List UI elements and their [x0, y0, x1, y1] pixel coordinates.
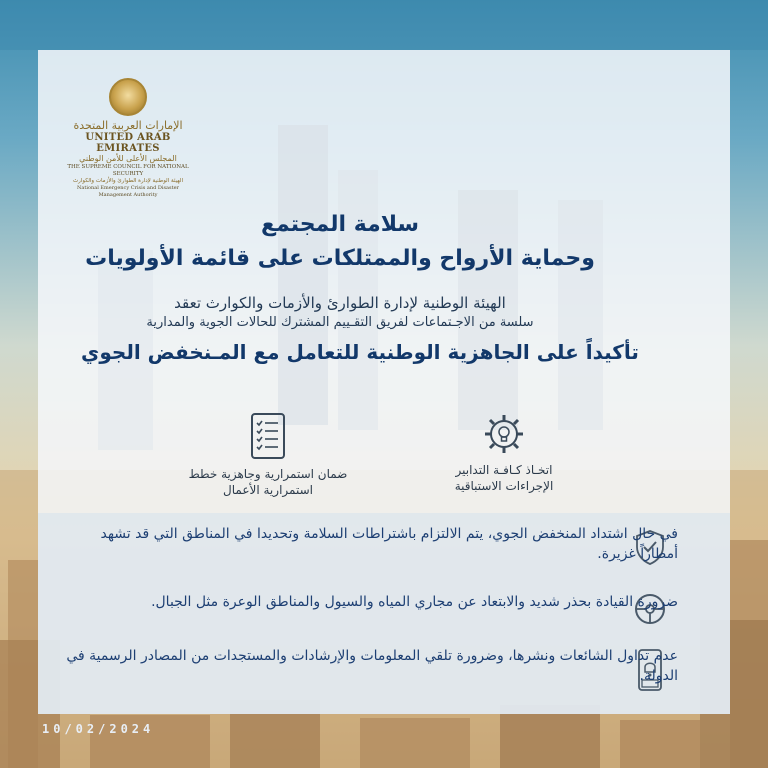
feature-continuity-line-2: استمرارية الأعمال — [223, 483, 313, 497]
feature-proactive-line-1: اتخـاذ كـافـة التدابير — [455, 463, 553, 477]
emphasis-headline: تأكيداً على الجاهزية الوطنية للتعامل مع المـنخفض الجوي — [81, 340, 639, 364]
logo-council-arabic: المجلس الأعلى للأمن الوطني — [79, 154, 177, 163]
national-emblem-icon — [109, 78, 147, 116]
logo-arabic-name: الإمارات العربية المتحدة — [73, 119, 183, 132]
guideline-official-sources: عدم تداول الشائعات ونشرها، وضرورة تلقي المعلومات والإرشادات والمستجدات من المصادر الرسمية في الدولة. — [66, 648, 678, 684]
uae-council-logo — [62, 78, 194, 199]
guideline-safety-rain: في حال اشتداد المنخفض الجوي، يتم الالتزام باشتراطات السلامة وتحديدا في المناطق التي قد تشهد أمطاراً غزيرة. — [100, 526, 678, 562]
feature-continuity-line-1: ضمان استمرارية وجاهزية خطط — [188, 467, 348, 481]
post-date: 10/02/2024 — [42, 722, 155, 736]
headline-line-1: سلامة المجتمع — [260, 212, 420, 237]
logo-english-name: UNITED ARAB EMIRATES — [85, 132, 171, 154]
subheadline-line-2: سلسة من الاجـتماعات لفريق التقـييم المشترك للحالات الجوية والمدارية — [146, 315, 534, 330]
checklist-icon — [246, 412, 290, 460]
feature-proactive-measures — [404, 412, 604, 494]
logo-council-english: THE SUPREME COUNCIL FOR NATIONAL SECURITY — [67, 164, 189, 177]
feature-proactive-line-2: الإجراءات الاستباقية — [454, 479, 554, 493]
subheadline-line-1: الهيئة الوطنية لإدارة الطوارئ والأزمات والكوارث تعقد — [174, 294, 506, 312]
gear-bulb-icon — [482, 412, 526, 456]
feature-business-continuity — [168, 412, 368, 498]
guideline-careful-driving: ضرورة القيادة بحذر شديد والابتعاد عن مجاري المياه والسيول والمناطق الوعرة مثل الجبال. — [151, 594, 678, 610]
logo-authority-english: National Emergency Crisis and Disaster Management Authority — [77, 185, 179, 198]
headline-line-2: وحماية الأرواح والممتلكات على قائمة الأولويات — [85, 246, 595, 271]
logo-authority-arabic: الهيئة الوطنية لإدارة الطوارئ والأزمات والكوارث — [72, 178, 183, 184]
